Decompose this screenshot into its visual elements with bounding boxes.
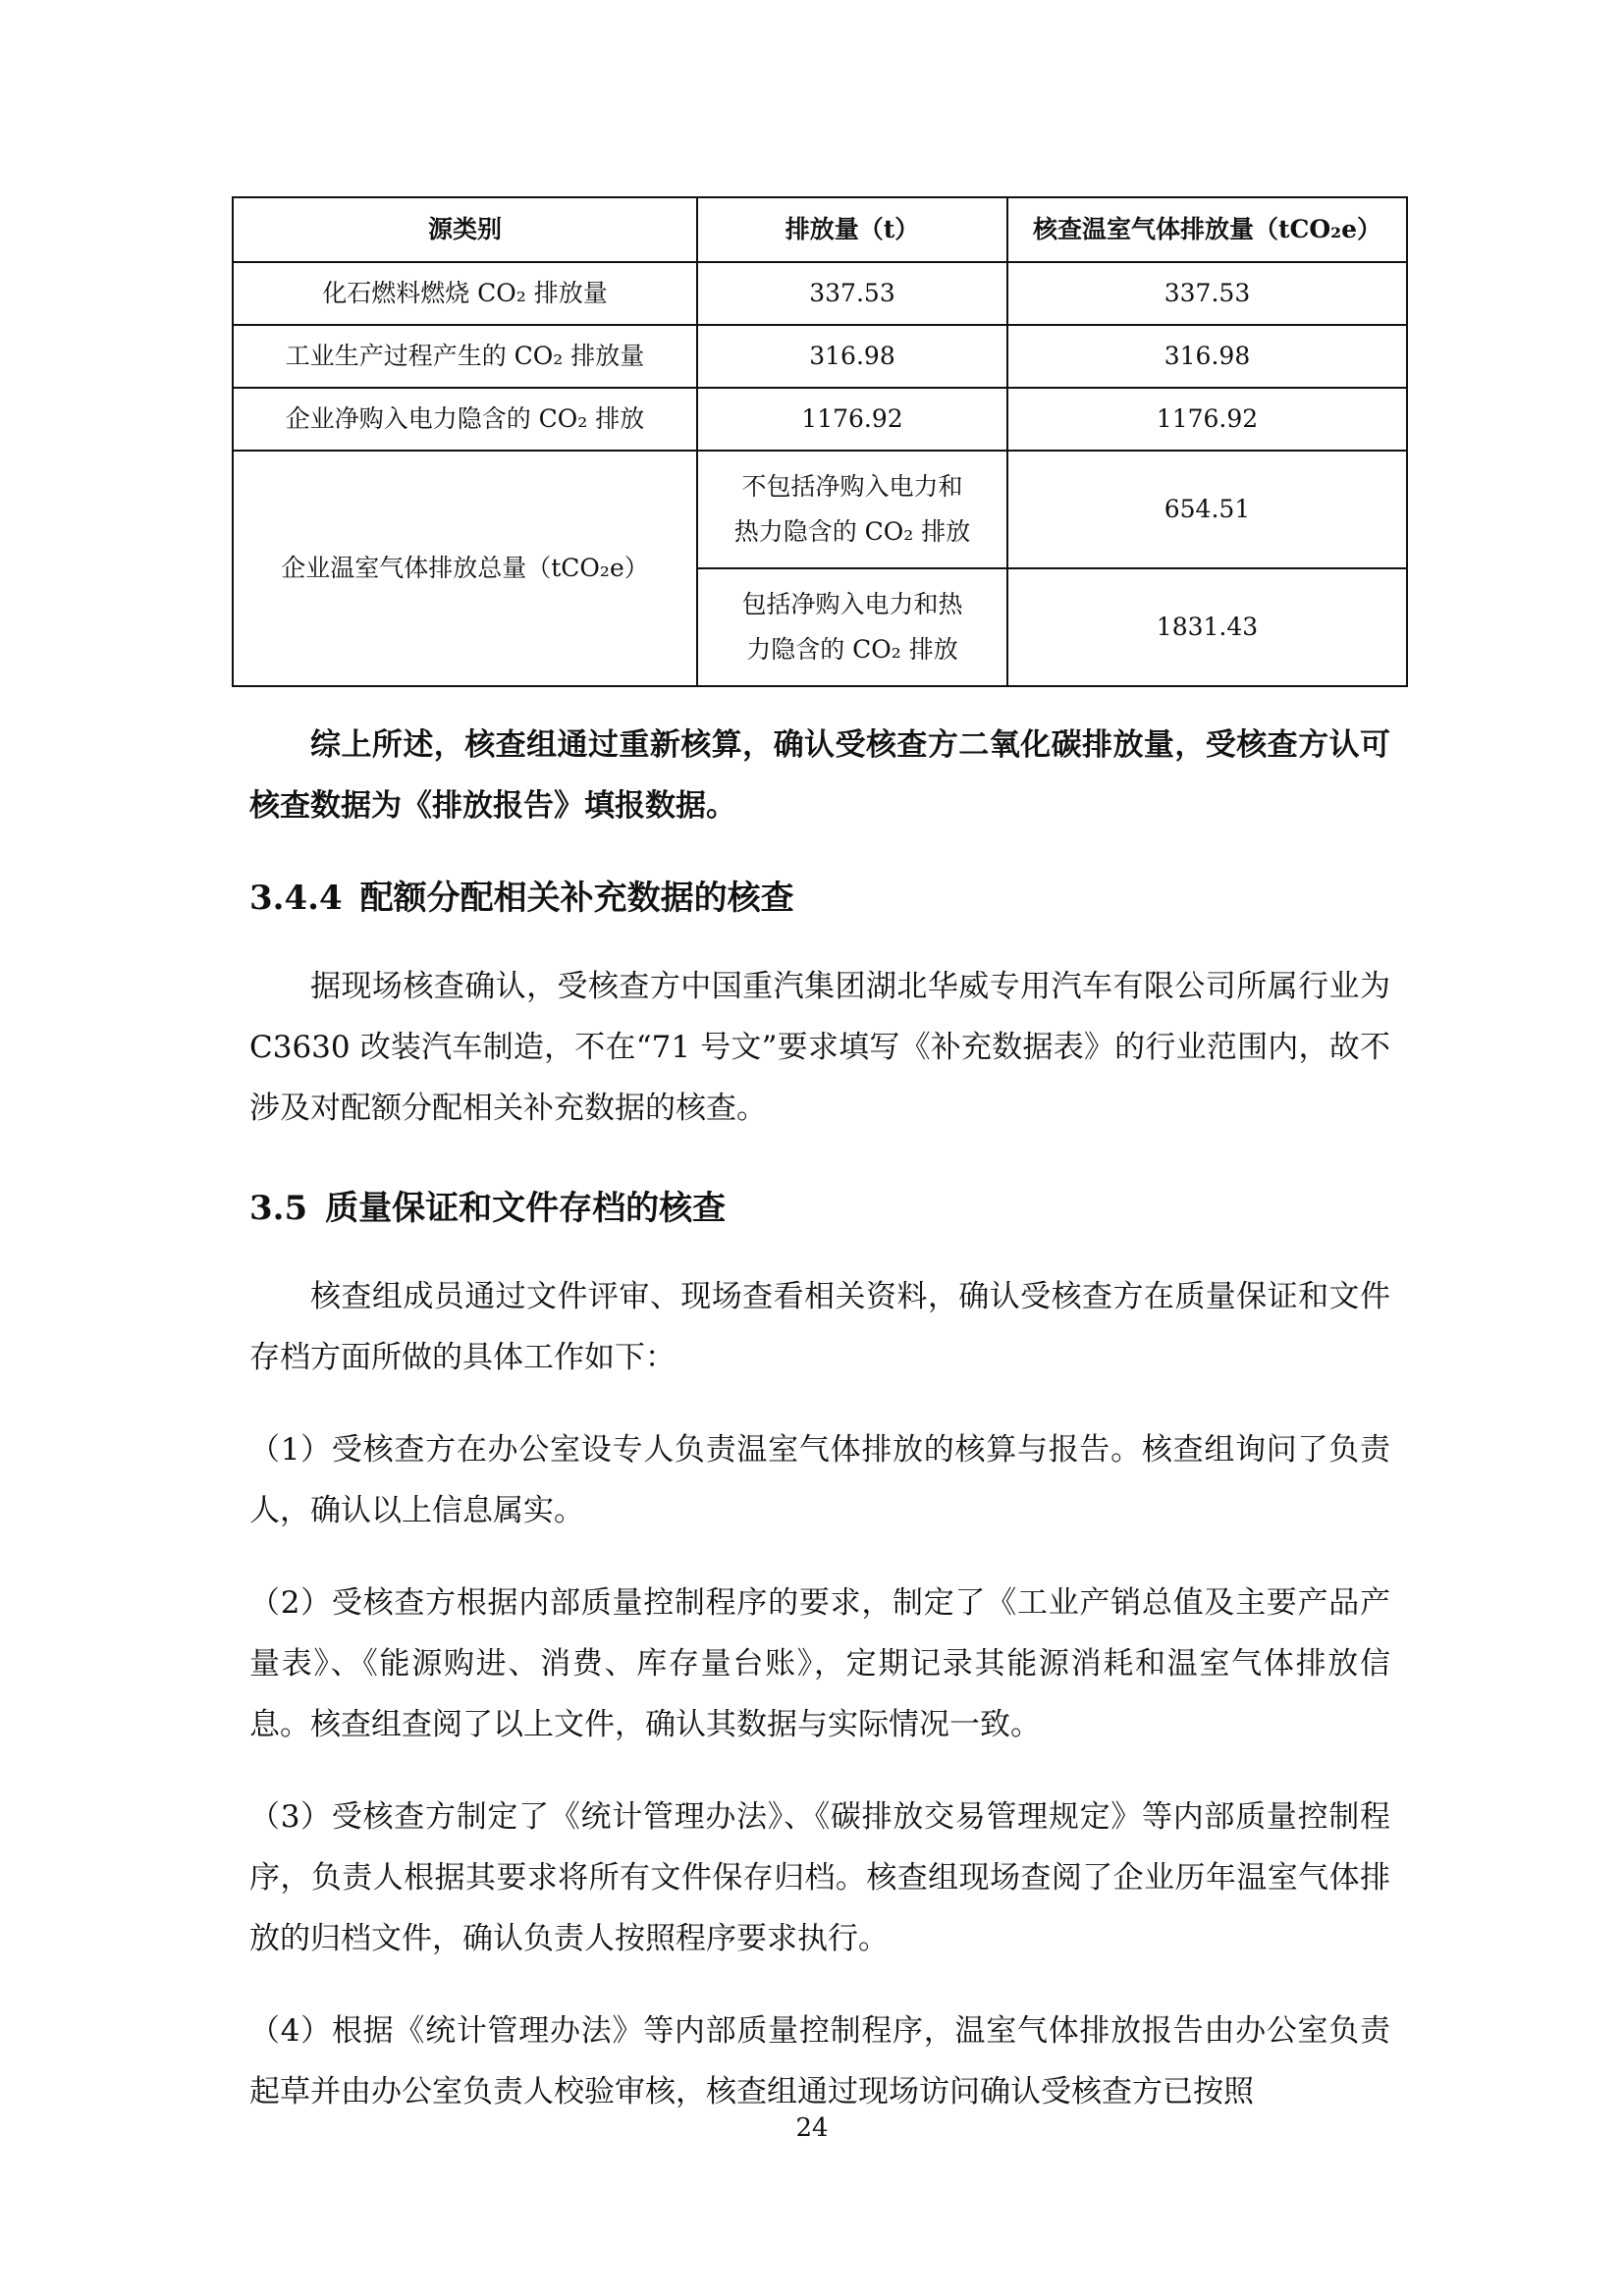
section-heading-3-5 <box>249 1184 726 1233</box>
total-including-label-line2: 力隐含的 CO₂ 排放 <box>746 635 958 664</box>
section-number: 3.4.4 <box>249 879 343 918</box>
section-title: 配额分配相关补充数据的核查 <box>359 879 794 918</box>
header-emission: 排放量（t） <box>697 197 1007 262</box>
total-including-value: 1831.43 <box>1007 568 1407 686</box>
list-item: （2）受核查方根据内部质量控制程序的要求，制定了《工业产销总值及主要产品产量表》、《能源购进、消费、库存量台账》，定期记录其能源消耗和温室气体排放信息。核查组查阅了以上文件，确认其数据与实际情况一致。 <box>249 1585 1390 1742</box>
row-source: 企业净购入电力隐含的 CO₂ 排放 <box>233 388 697 451</box>
row-emission: 316.98 <box>697 325 1007 388</box>
header-verified: 核查温室气体排放量（tCO₂e） <box>1007 197 1407 262</box>
total-excluding-label-line1: 不包括净购入电力和 <box>741 472 963 501</box>
total-label: 企业温室气体排放总量（tCO₂e） <box>233 451 697 686</box>
table-row-total-excluding <box>233 451 1407 568</box>
row-emission: 1176.92 <box>697 388 1007 451</box>
row-verified: 337.53 <box>1007 262 1407 325</box>
section-3-5-intro: 核查组成员通过文件评审、现场查看相关资料，确认受核查方在质量保证和文件存档方面所做的具体工作如下： <box>249 1279 1390 1375</box>
emissions-table <box>232 196 1408 687</box>
table-row <box>233 388 1407 451</box>
row-source: 工业生产过程产生的 CO₂ 排放量 <box>233 325 697 388</box>
row-verified: 1176.92 <box>1007 388 1407 451</box>
summary-paragraph: 综上所述，核查组通过重新核算，确认受核查方二氧化碳排放量，受核查方认可核查数据为《排放报告》填报数据。 <box>249 727 1390 824</box>
total-including-label <box>697 568 1007 686</box>
total-excluding-value: 654.51 <box>1007 451 1407 568</box>
row-emission: 337.53 <box>697 262 1007 325</box>
table-row <box>233 262 1407 325</box>
row-source: 化石燃料燃烧 CO₂ 排放量 <box>233 262 697 325</box>
total-including-label-line1: 包括净购入电力和热 <box>741 590 963 618</box>
table-header-row <box>233 197 1407 262</box>
table-row <box>233 325 1407 388</box>
total-excluding-label-line2: 热力隐含的 CO₂ 排放 <box>733 517 971 546</box>
page-number: 24 <box>795 2113 829 2143</box>
header-source: 源类别 <box>233 197 697 262</box>
list-item: （4）根据《统计管理办法》等内部质量控制程序，温室气体排放报告由办公室负责起草并由办公室负责人校验审核，核查组通过现场访问确认受核查方已按照 <box>249 2013 1390 2109</box>
list-item: （1）受核查方在办公室设专人负责温室气体排放的核算与报告。核查组询问了负责人，确认以上信息属实。 <box>249 1432 1390 1528</box>
section-title: 质量保证和文件存档的核查 <box>325 1189 727 1228</box>
section-number: 3.5 <box>249 1189 308 1228</box>
row-verified: 316.98 <box>1007 325 1407 388</box>
total-excluding-label <box>697 451 1007 568</box>
section-3-4-4-body: 据现场核查确认，受核查方中国重汽集团湖北华威专用汽车有限公司所属行业为 C3630 改装汽车制造，不在“71 号文”要求填写《补充数据表》的行业范围内，故不涉及对配额分配相关补充数据的核查。 <box>249 969 1390 1126</box>
list-item: （3）受核查方制定了《统计管理办法》、《碳排放交易管理规定》等内部质量控制程序，负责人根据其要求将所有文件保存归档。核查组现场查阅了企业历年温室气体排放的归档文件，确认负责人按照程序要求执行。 <box>249 1799 1390 1956</box>
section-heading-3-4-4 <box>249 874 794 923</box>
